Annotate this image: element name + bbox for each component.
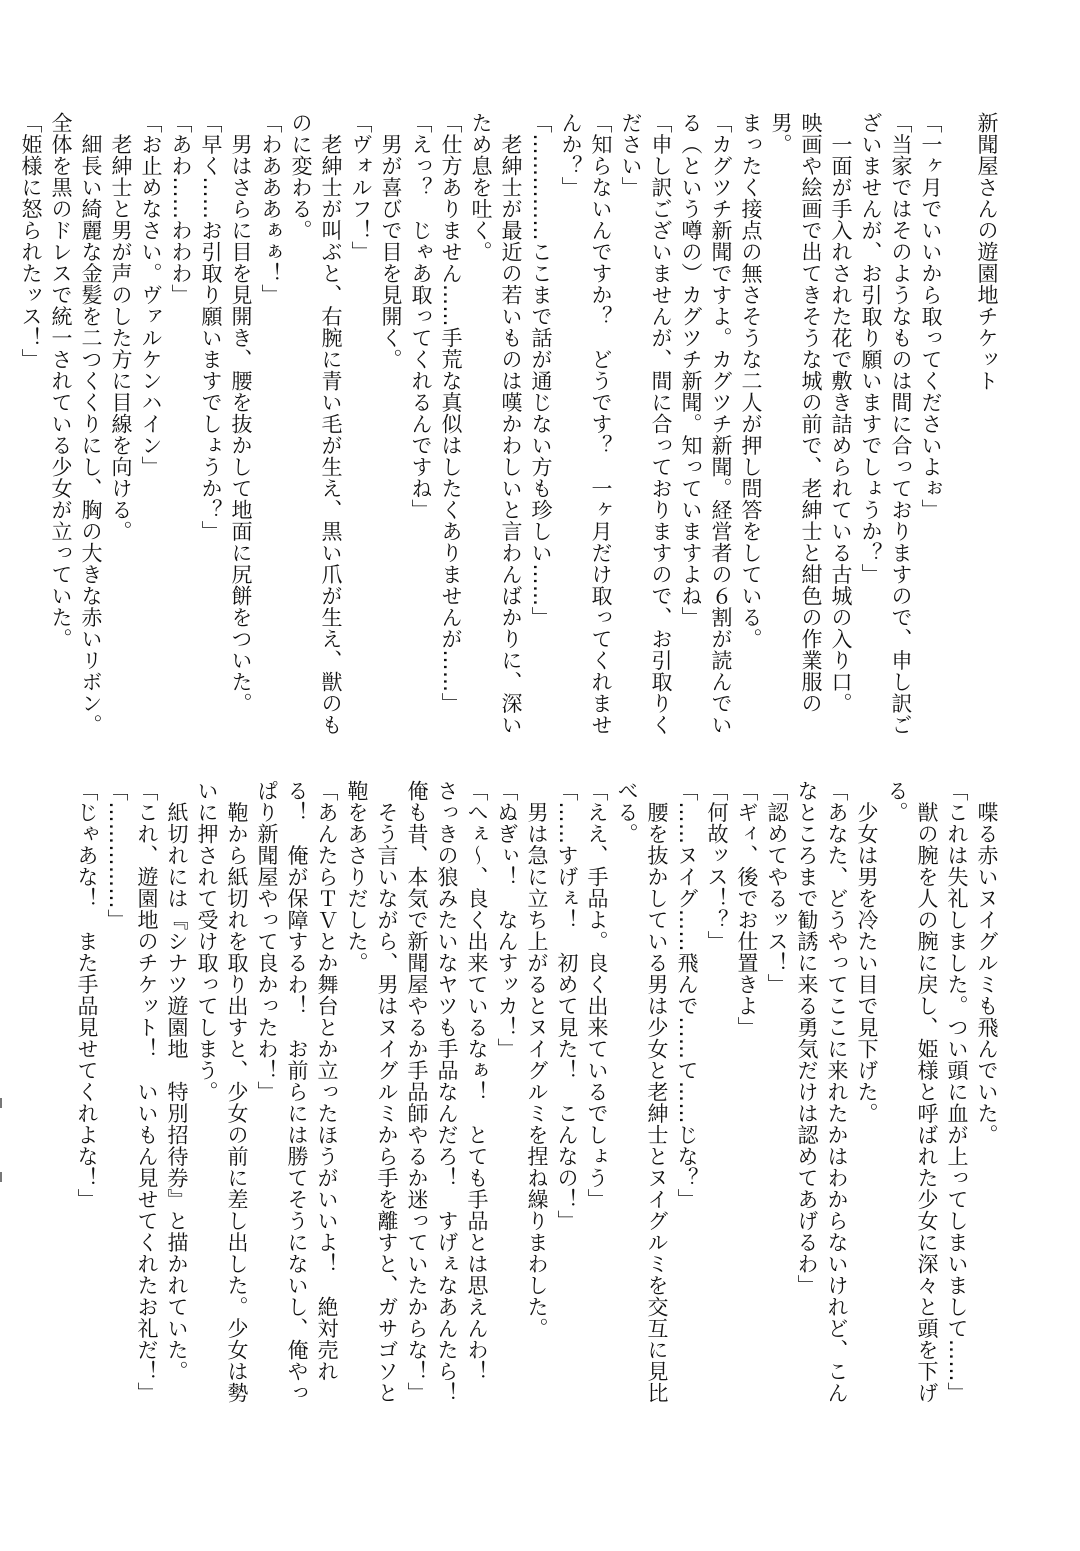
text-line: 「へぇ～、良く出来ているなぁ！ とても手品とは思えんわ！ さっきの狼みたいなヤツも手品なんだろ！ すげぇなあんたら！ 俺も昔、本気で新聞屋やるか手品師やるか迷っていたからな！」 [405, 780, 489, 1425]
lower-text-column-block [72, 780, 1002, 1425]
text-line: 「仕方ありません……手荒な真似はしたくありませんが……」 [439, 112, 463, 714]
text-line: 老紳士が叫ぶと、右腕に青い毛が生え、黒い爪が生え、獣のものに変わる。 [289, 112, 343, 736]
text-line: 男は急に立ち上がるとヌイグルミを捏ね繰りまわした。 [525, 780, 549, 1339]
text-line: 老紳士と男が声のした方に目線を向ける。 [109, 112, 133, 542]
text-line: 「あんたらＴＶとか舞台とか立ったほうがいいよ！ 絶対売れる！ 俺が保障するわ！ お前らには勝てそうにないし、俺やっぱり新聞屋やって良かったわ！」 [255, 780, 339, 1404]
text-line: 「何故ッス！？」 [705, 780, 729, 952]
text-line: 腰を抜かしている男は少女と老紳士とヌイグルミを交互に見比べる。 [615, 780, 669, 1404]
text-line: 老紳士が最近の若いものは嘆かわしいと言わんばかりに、深いため息を吐く。 [469, 112, 523, 736]
text-line: 「申し訳ございませんが、間に合っておりますので、お引取りください」 [619, 112, 673, 736]
text-line: 「知らないんですか？ どうです？ 一ヶ月だけ取ってくれませんか？」 [559, 112, 613, 736]
text-line: 「……………」 [105, 780, 129, 931]
text-line: 「姫様に怒られたッス！」 [19, 112, 43, 370]
text-line: 「ええ、手品よ。良く出来ているでしょう」 [585, 780, 609, 1210]
text-line: 「あなた、どうやってここに来れたかはわからないけれど、こんなところまで勧誘に来る勇気だけは認めてあげるわ」 [795, 780, 849, 1404]
text-line: 「カグツチ新聞ですよ。カグツチ新聞。経営者の６割が読んでいる（という噂の）カグツチ新聞。知っていますよね」 [679, 112, 733, 736]
text-line: 「あわ……わわわ」 [169, 112, 193, 306]
text-line: 男はさらに目を見開き、腰を抜かして地面に尻餅をついた。 [229, 112, 253, 714]
scan-edge-mark [0, 1172, 2, 1182]
text-line: 「じゃあな！ また手品見せてくれよな！」 [75, 780, 99, 1210]
text-line: 「お止めなさい。ヴァルケンハイン」 [139, 112, 163, 478]
scan-edge-mark [0, 1098, 2, 1108]
text-line: 獣の腕を人の腕に戻し、姫様と呼ばれた少女に深々と頭を下げる。 [885, 780, 939, 1404]
text-line: 「……ヌイグ……飛んで……て……じな？」 [675, 780, 699, 1210]
text-line: 「当家ではそのようなものは間に合っておりますので、申し訳ございませんが、お引取り願いますでしょうか？」 [859, 112, 913, 736]
text-line: 「認めてやるッス！」 [765, 780, 789, 995]
text-line: そう言いながら、男はヌイグルミから手を離すと、ガサゴソと鞄をあさりだした。 [345, 780, 399, 1404]
text-line: 「……………ここまで話が通じない方も珍しい……」 [529, 112, 553, 628]
text-line: 「これ、遊園地のチケット！ いいもん見せてくれたお礼だ！」 [135, 780, 159, 1404]
text-line: 「ヴォルフ！」 [349, 112, 373, 263]
upper-text-column-block [16, 112, 1002, 744]
text-line: 男が喜びで目を見開く。 [379, 112, 403, 370]
text-line: 「早く……お引取り願いますでしょうか？」 [199, 112, 223, 542]
text-line: 紙切れには『シナツ遊園地 特別招待券』と描かれていた。 [165, 780, 189, 1382]
text-line: 喋る赤いヌイグルミも飛んでいた。 [975, 780, 999, 1146]
text-line: 少女は男を冷たい目で見下げた。 [855, 780, 879, 1124]
page-title: 新聞屋さんの遊園地チケット [975, 112, 999, 392]
text-line: 細長い綺麗な金髪を二つくくりにし、胸の大きな赤いリボン。全体を黒のドレスで統一されている少女が立っていた。 [49, 112, 103, 736]
text-line: 「これは失礼しました。つい頭に血が上ってしまいまして……」 [945, 780, 969, 1404]
text-line: 「ぬぎぃ！ なんすッカ！」 [495, 780, 519, 1060]
text-line: 「わあああぁぁ！」 [259, 112, 283, 306]
text-line: 「……すげぇ！ 初めて見た！ こんなの！」 [555, 780, 579, 1232]
text-line: 「ギィ、後でお仕置きよ」 [735, 780, 759, 1038]
text-line: 「えっ？ じゃあ取ってくれるんですね」 [409, 112, 433, 521]
text-line: 「一ヶ月でいいから取ってくださいよぉ」 [919, 112, 943, 521]
text-line: 一面が手入れされた花で敷き詰められている古城の入り口。 [829, 112, 853, 714]
text-line: まったく接点の無さそうな二人が押し問答をしている。 [739, 112, 763, 650]
text-line: 鞄から紙切れを取り出すと、少女の前に差し出した。少女は勢いに押されて受け取ってしまう。 [195, 780, 249, 1404]
text-line: 映画や絵画で出てきそうな城の前で、老紳士と紺色の作業服の男。 [769, 112, 823, 714]
